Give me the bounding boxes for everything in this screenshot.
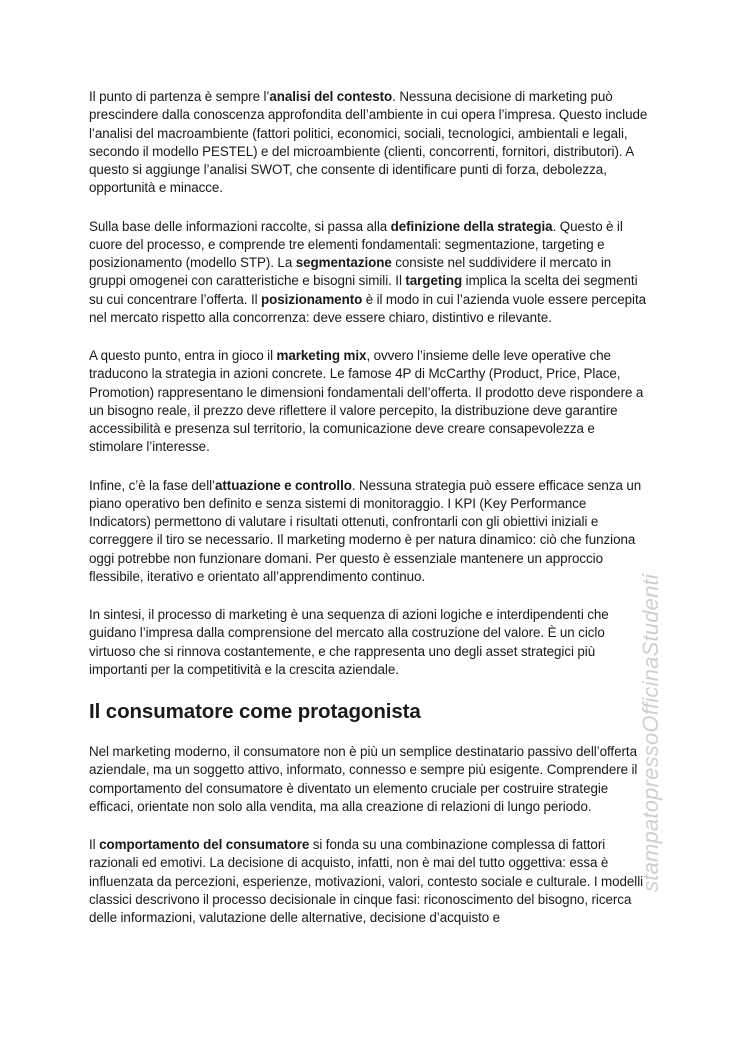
paragraph-text: Sulla base delle informazioni raccolte, si passa alla: [89, 218, 391, 234]
section-paragraphs: [89, 743, 649, 927]
intro-paragraphs: [89, 88, 649, 679]
bold-term: attuazione e controllo: [214, 477, 352, 493]
paragraph-definizione-strategia: [89, 218, 649, 328]
bold-term: marketing mix: [276, 348, 367, 363]
paragraph-marketing-mix: [89, 347, 649, 457]
paragraph-text: . Nessuna decisione di marketing può prescindere dalla conoscenza approfondita dell’ambiente in cui opera l’impresa. Questo include l’analisi del macroambiente (fattori politici, economici, sociali, tecnologici, ambientali e legali, secondo il modello PESTEL) e del microambiente (clienti, concorrenti, fornitori, distributori). A questo si aggiunge l’analisi SWOT, che consente di identificare punti di forza, debolezza, opportunità e minacce.: [89, 89, 648, 196]
paragraph-sintesi: [89, 606, 649, 679]
bold-term: segmentazione: [295, 255, 392, 270]
paragraph-text: Il punto di partenza è sempre l’: [89, 89, 270, 104]
paragraph-text: implica la scelta dei segmenti su cui concentrare l’offerta. Il: [89, 273, 638, 307]
section-heading: Il consumatore come protagonista: [89, 700, 421, 723]
paragraph-consumatore-moderno: [89, 743, 649, 816]
paragraph-text: consiste nel suddividere il mercato in gruppi omogenei con caratteristiche e bisogni simili. Il: [89, 255, 612, 289]
paragraph-text: . Nessuna strategia può essere efficace senza un piano operativo ben definito e senza sistemi di monitoraggio. I KPI (Key Performance Indicators) permettono di valutare i risultati ottenuti, confrontarli con gli obiettivi iniziali e correggere il tiro se necessario. Il marketing moderno è per natura dinamico: ciò che funziona oggi potrebbe non funzionare domani. Per questo è essenziale mantenere un approccio flessibile, iterativo e orientato all’apprendimento continuo.: [89, 477, 642, 584]
paragraph-text: Nel marketing moderno, il consumatore non è più un semplice destinatario passivo dell’offerta aziendale, ma un soggetto attivo, informato, connesso e sempre più esigente. Comprendere il comportamento del consumatore è diventato un elemento cruciale per costruire strategie efficaci, orientate non solo alla vendita, ma alla creazione di relazioni di lungo periodo.: [89, 744, 638, 814]
paragraph-text: , ovvero l’insieme delle leve operative che traducono la strategia in azioni concrete. Le famose 4P di McCarthy (Product, Price, Place, Promotion) rappresentano le dimensioni fondamentali dell’offerta. Il prodotto deve rispondere a un bisogno reale, il prezzo deve riflettere il valore percepito, la distribuzione deve garantire accessibilità e presenza sul territorio, la comunicazione deve creare consapevolezza e stimolare l’interesse.: [89, 348, 644, 455]
document-page: [89, 88, 649, 947]
paragraph-text: . Questo è il cuore del processo, e comprende tre elementi fondamentali: segmentazione, targeting e posizionamento (modello STP). La: [89, 218, 623, 270]
paragraph-attuazione-controllo: [89, 477, 649, 587]
watermark-text: stampatopressoOfficinaStudenti: [638, 574, 663, 892]
bold-term: definizione della strategia: [390, 218, 553, 234]
bold-term: targeting: [405, 273, 463, 289]
paragraph-text: A questo punto, entra in gioco il: [89, 348, 277, 363]
paragraph-text: è il modo in cui l’azienda vuole essere percepita nel mercato rispetto alla concorrenza: deve essere chiaro, distintivo e rilevante.: [89, 291, 647, 325]
paragraph-text: Il: [89, 837, 100, 852]
bold-term: posizionamento: [261, 291, 363, 307]
paragraph-analisi-contesto: [89, 88, 649, 198]
bold-term: comportamento del consumatore: [99, 837, 310, 852]
paragraph-text: In sintesi, il processo di marketing è una sequenza di azioni logiche e interdipendenti che guidano l’impresa dalla comprensione del mercato alla costruzione del valore. È un ciclo virtuoso che si rinnova costantemente, e che rappresenta uno degli asset strategici più importanti per la competitività e la crescita aziendale.: [89, 607, 609, 677]
paragraph-text: si fonda su una combinazione complessa di fattori razionali ed emotivi. La decisione di acquisto, infatti, non è mai del tutto oggettiva: essa è influenzata da percezioni, esperienze, motivazioni, valori, contesto sociale e culturale. I modelli classici descrivono il processo decisionale in cinque fasi: riconoscimento del bisogno, ricerca delle informazioni, valutazione delle alternative, decisione d’acquisto e: [89, 837, 644, 925]
paragraph-comportamento-consumatore: [89, 836, 649, 927]
paragraph-text: Infine, c’è la fase dell’: [89, 477, 215, 493]
bold-term: analisi del contesto: [269, 89, 393, 104]
